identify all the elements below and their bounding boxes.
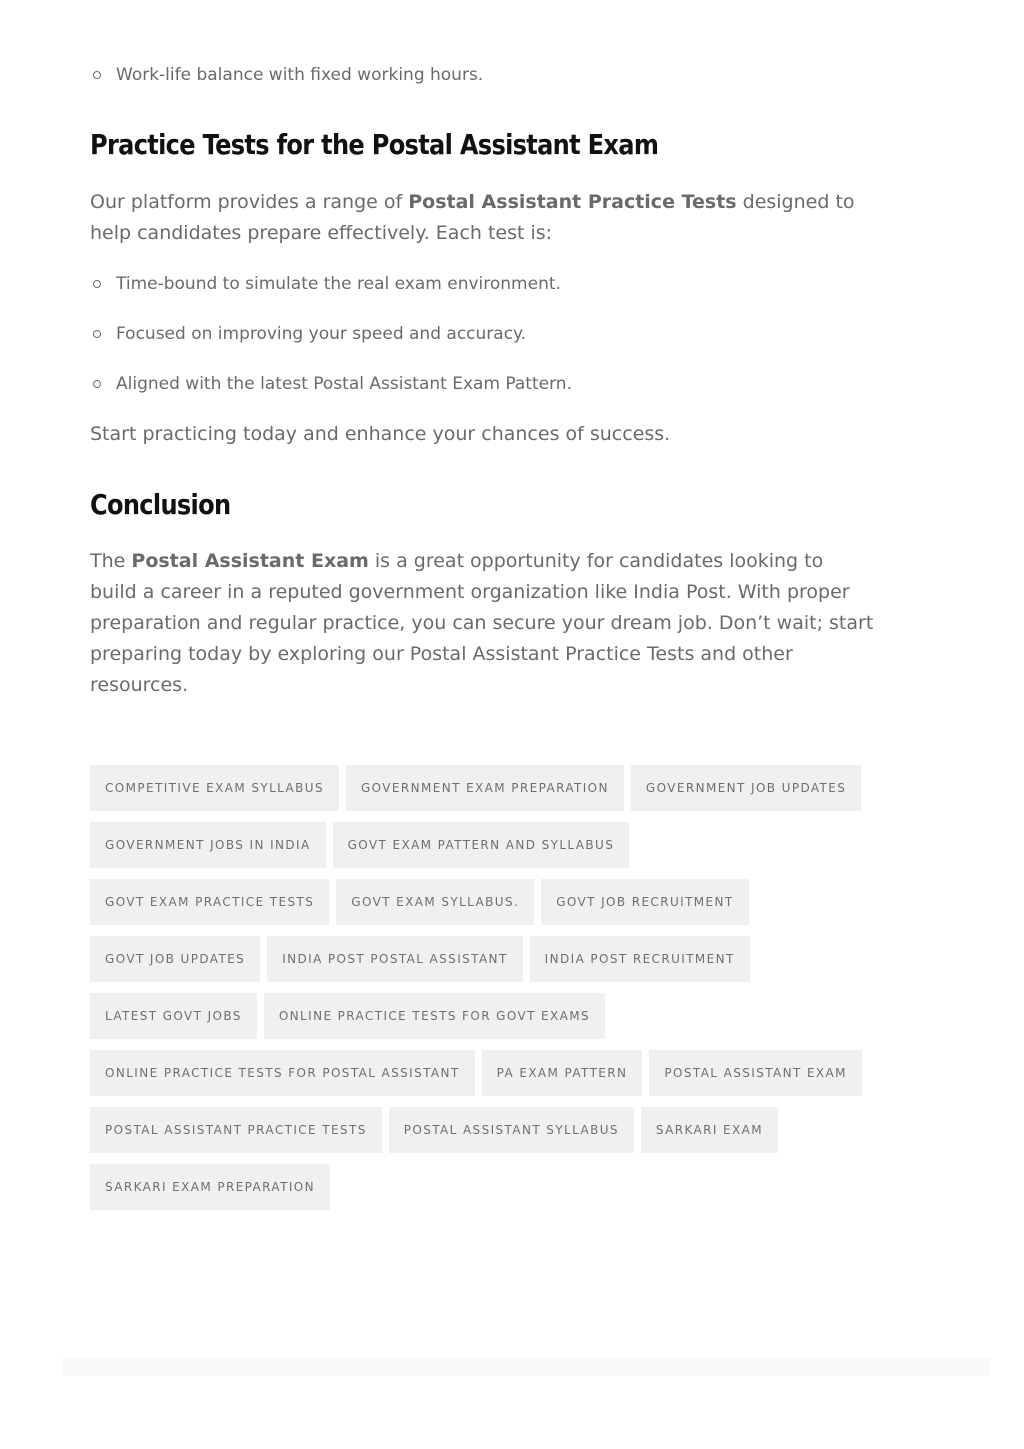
practice-intro-paragraph: Our platform provides a range of Postal Assistant Practice Tests designed to help candidates prepare effectively. Each test is: xyxy=(90,191,855,244)
circle-bullet-icon xyxy=(93,380,101,388)
tag-row xyxy=(90,765,890,811)
practice-features-list xyxy=(90,271,572,397)
tag-postal-assistant-exam[interactable]: POSTAL ASSISTANT EXAM xyxy=(649,1050,862,1096)
list-item: Time-bound to simulate the real exam environment. xyxy=(90,271,572,297)
tag-row xyxy=(90,1107,890,1153)
tag-government-exam-preparation[interactable]: GOVERNMENT EXAM PREPARATION xyxy=(346,765,624,811)
tag-row xyxy=(90,993,890,1039)
tag-sarkari-exam-preparation[interactable]: SARKARI EXAM PREPARATION xyxy=(90,1164,330,1210)
circle-bullet-icon xyxy=(93,71,101,79)
practice-tests-bold: Postal Assistant Practice Tests xyxy=(408,191,737,213)
list-item: Focused on improving your speed and accuracy. xyxy=(90,321,572,347)
tag-row xyxy=(90,822,890,868)
tag-row xyxy=(90,1050,890,1096)
tag-row xyxy=(90,1164,890,1210)
tag-govt-exam-practice-tests[interactable]: GOVT EXAM PRACTICE TESTS xyxy=(90,879,329,925)
tag-govt-exam-pattern-and-syllabus[interactable]: GOVT EXAM PATTERN AND SYLLABUS xyxy=(333,822,630,868)
footer-divider xyxy=(61,1358,991,1376)
tag-government-jobs-in-india[interactable]: GOVERNMENT JOBS IN INDIA xyxy=(90,822,326,868)
conclusion-heading: Conclusion xyxy=(90,488,231,521)
conclusion-paragraph: The Postal Assistant Exam is a great opportunity for candidates looking to build a career in a reputed government organization like India Post. With proper preparation and regular practice, you can secure your dream job. Don’t wait; start preparing today by exploring our Postal Assistant Practice Tests and other resources. xyxy=(90,550,874,696)
tag-competitive-exam-syllabus[interactable]: COMPETITIVE EXAM SYLLABUS xyxy=(90,765,339,811)
postal-exam-bold: Postal Assistant Exam xyxy=(131,550,369,572)
circle-bullet-icon xyxy=(93,280,101,288)
tag-row xyxy=(90,936,890,982)
circle-bullet-icon xyxy=(93,330,101,338)
tag-row xyxy=(90,879,890,925)
tag-india-post-postal-assistant[interactable]: INDIA POST POSTAL ASSISTANT xyxy=(267,936,522,982)
tag-govt-job-updates[interactable]: GOVT JOB UPDATES xyxy=(90,936,260,982)
tag-postal-assistant-syllabus[interactable]: POSTAL ASSISTANT SYLLABUS xyxy=(389,1107,634,1153)
list-item: Aligned with the latest Postal Assistant Exam Pattern. xyxy=(90,371,572,397)
tag-pa-exam-pattern[interactable]: PA EXAM PATTERN xyxy=(482,1050,643,1096)
practice-closing-paragraph: Start practicing today and enhance your chances of success. xyxy=(90,423,671,445)
tag-latest-govt-jobs[interactable]: LATEST GOVT JOBS xyxy=(90,993,257,1039)
tag-cloud xyxy=(90,765,890,1221)
benefits-list xyxy=(90,62,483,88)
tag-govt-job-recruitment[interactable]: GOVT JOB RECRUITMENT xyxy=(541,879,748,925)
tag-sarkari-exam[interactable]: SARKARI EXAM xyxy=(641,1107,778,1153)
tag-online-practice-tests-for-govt-exams[interactable]: ONLINE PRACTICE TESTS FOR GOVT EXAMS xyxy=(264,993,605,1039)
tag-online-practice-tests-for-postal-assistant[interactable]: ONLINE PRACTICE TESTS FOR POSTAL ASSISTANT xyxy=(90,1050,475,1096)
tag-govt-exam-syllabus[interactable]: GOVT EXAM SYLLABUS. xyxy=(336,879,534,925)
tag-postal-assistant-practice-tests[interactable]: POSTAL ASSISTANT PRACTICE TESTS xyxy=(90,1107,382,1153)
tag-india-post-recruitment[interactable]: INDIA POST RECRUITMENT xyxy=(530,936,750,982)
tag-government-job-updates[interactable]: GOVERNMENT JOB UPDATES xyxy=(631,765,861,811)
practice-tests-heading: Practice Tests for the Postal Assistant Exam xyxy=(90,128,659,161)
list-item: Work-life balance with fixed working hours. xyxy=(90,62,483,88)
